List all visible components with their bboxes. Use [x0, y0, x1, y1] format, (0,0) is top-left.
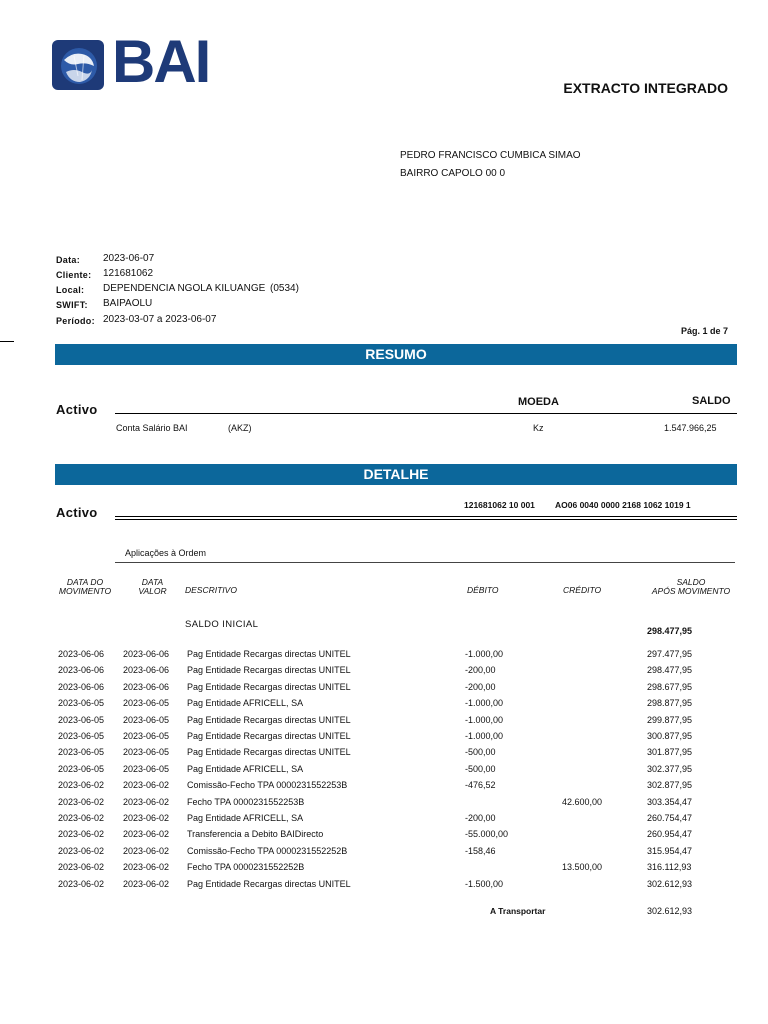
row-descritivo: Fecho TPA 0000231552253B [187, 796, 305, 807]
row-data-movimento: 2023-06-02 [58, 845, 105, 856]
swift-label: SWIFT: [56, 300, 88, 310]
table-row [0, 813, 768, 829]
row-credito: 42.600,00 [562, 796, 603, 807]
customer-address: BAIRRO CAPOLO 00 0 [400, 168, 506, 179]
row-descritivo: Pag Entidade Recargas directas UNITEL [187, 649, 351, 659]
col-debito: DÉBITO [467, 585, 499, 595]
row-descritivo: Pag Entidade Recargas directas UNITEL [187, 665, 351, 676]
row-data-valor: 2023-06-05 [123, 763, 170, 774]
table-row [0, 780, 768, 796]
row-data-movimento: 2023-06-02 [58, 829, 105, 840]
resumo-divider [115, 413, 737, 414]
detalhe-divider-2 [115, 519, 737, 520]
document-title: EXTRACTO INTEGRADO [563, 80, 728, 96]
row-debito: -500,00 [465, 747, 496, 758]
cliente-label: Cliente: [56, 270, 92, 280]
row-data-movimento: 2023-06-06 [58, 665, 105, 676]
row-data-movimento: 2023-06-02 [58, 862, 105, 873]
row-data-valor: 2023-06-05 [123, 731, 170, 741]
local-value: DEPENDENCIA NGOLA KILUANGE [103, 283, 266, 294]
row-data-movimento: 2023-06-05 [58, 698, 105, 709]
subsection-title: Aplicações à Ordem [125, 548, 207, 558]
row-descritivo: Pag Entidade Recargas directas UNITEL [187, 681, 351, 692]
row-data-movimento: 2023-06-06 [58, 649, 105, 659]
detalhe-divider-1 [115, 516, 737, 517]
swift-value: BAIPAOLU [103, 298, 153, 309]
iban: AO06 0040 0000 2168 1062 1019 1 [555, 500, 691, 510]
account-currency-code: (AKZ) [228, 423, 252, 433]
table-row [0, 698, 768, 714]
account-saldo: 1.547.966,25 [664, 423, 717, 433]
row-debito: -55.000,00 [465, 829, 509, 840]
row-debito: -1.000,00 [465, 714, 504, 725]
row-descritivo: Fecho TPA 0000231552252B [187, 862, 305, 873]
row-data-valor: 2023-06-02 [123, 878, 170, 889]
row-descritivo: Comissão-Fecho TPA 0000231552252B [187, 845, 348, 856]
row-debito: -1.500,00 [465, 878, 504, 889]
row-saldo: 298.477,95 [647, 665, 693, 676]
table-row [0, 879, 768, 895]
col-descritivo: DESCRITIVO [185, 585, 237, 595]
transport-value: 302.612,93 [647, 906, 693, 916]
cliente-value: 121681062 [103, 268, 154, 279]
row-data-valor: 2023-06-06 [123, 665, 170, 676]
row-saldo: 315.954,47 [647, 845, 693, 856]
row-data-movimento: 2023-06-02 [58, 780, 105, 791]
row-data-movimento: 2023-06-05 [58, 763, 105, 774]
row-data-valor: 2023-06-02 [123, 780, 170, 791]
row-saldo: 260.754,47 [647, 813, 693, 823]
row-data-valor: 2023-06-02 [123, 845, 170, 856]
detalhe-section-label: Activo [56, 505, 98, 520]
subsection-divider [115, 562, 735, 563]
row-data-movimento: 2023-06-02 [58, 796, 105, 807]
table-row [0, 731, 768, 747]
row-debito: -1.000,00 [465, 731, 504, 741]
row-saldo: 302.377,95 [647, 763, 693, 774]
row-saldo: 300.877,95 [647, 731, 693, 741]
local-code: (0534) [270, 283, 299, 294]
resumo-section-label: Activo [56, 402, 98, 417]
table-row [0, 797, 768, 813]
row-saldo: 301.877,95 [647, 747, 693, 758]
periodo-label: Período: [56, 316, 95, 326]
saldo-inicial-value: 298.477,95 [647, 626, 693, 636]
row-descritivo: Pag Entidade Recargas directas UNITEL [187, 714, 351, 725]
row-saldo: 260.954,47 [647, 829, 693, 840]
row-descritivo: Transferencia a Debito BAIDirecto [187, 829, 324, 840]
row-data-valor: 2023-06-05 [123, 747, 170, 758]
row-data-movimento: 2023-06-05 [58, 714, 105, 725]
col-data-movimento: DATA DO MOVIMENTO [58, 577, 112, 596]
table-row [0, 829, 768, 845]
row-data-movimento: 2023-06-05 [58, 747, 105, 758]
row-data-valor: 2023-06-02 [123, 829, 170, 840]
saldo-header: SALDO [692, 395, 731, 407]
data-value: 2023-06-07 [103, 253, 155, 264]
row-data-movimento: 2023-06-06 [58, 681, 105, 692]
row-descritivo: Pag Entidade Recargas directas UNITEL [187, 747, 351, 758]
row-data-movimento: 2023-06-05 [58, 731, 105, 741]
table-row [0, 846, 768, 862]
row-data-valor: 2023-06-05 [123, 698, 170, 709]
row-saldo: 299.877,95 [647, 714, 693, 725]
row-descritivo: Pag Entidade Recargas directas UNITEL [187, 878, 351, 889]
margin-mark [0, 341, 14, 342]
row-saldo: 298.677,95 [647, 681, 693, 692]
row-data-valor: 2023-06-02 [123, 813, 170, 823]
row-saldo: 297.477,95 [647, 649, 693, 659]
page-number: Pág. 1 de 7 [680, 326, 728, 336]
bai-logo [52, 28, 212, 95]
row-data-valor: 2023-06-02 [123, 862, 170, 873]
row-saldo: 316.112,93 [647, 862, 692, 873]
row-debito: -158,46 [465, 845, 496, 856]
row-credito: 13.500,00 [562, 862, 603, 873]
periodo-value: 2023-03-07 a 2023-06-07 [103, 314, 217, 325]
account-name: Conta Salário BAI [116, 423, 188, 433]
row-descritivo: Pag Entidade AFRICELL, SA [187, 763, 304, 774]
row-debito: -1.000,00 [465, 698, 504, 709]
row-descritivo: Pag Entidade AFRICELL, SA [187, 698, 304, 709]
table-row [0, 682, 768, 698]
row-debito: -200,00 [465, 681, 496, 692]
table-row [0, 764, 768, 780]
globe-icon [52, 40, 104, 90]
data-label: Data: [56, 255, 81, 265]
row-descritivo: Pag Entidade Recargas directas UNITEL [187, 731, 351, 741]
row-data-valor: 2023-06-05 [123, 714, 170, 725]
col-data-valor: DATA VALOR [138, 577, 167, 596]
account-moeda: Kz [533, 423, 544, 433]
row-debito: -500,00 [465, 763, 496, 774]
row-saldo: 303.354,47 [647, 796, 693, 807]
row-data-valor: 2023-06-06 [123, 681, 170, 692]
row-data-valor: 2023-06-02 [123, 796, 170, 807]
row-descritivo: Pag Entidade AFRICELL, SA [187, 813, 304, 823]
row-data-movimento: 2023-06-02 [58, 813, 105, 823]
transport-label: A Transportar [490, 906, 546, 916]
row-saldo: 302.612,93 [647, 878, 693, 889]
row-descritivo: Comissão-Fecho TPA 0000231552253B [187, 780, 348, 791]
col-credito: CRÉDITO [563, 585, 602, 595]
saldo-inicial-label: SALDO INICIAL [185, 619, 259, 630]
row-debito: -200,00 [465, 665, 496, 676]
table-row [0, 747, 768, 763]
row-saldo: 302.877,95 [647, 780, 693, 791]
col-saldo: SALDO APÓS MOVIMENTO [651, 577, 731, 596]
moeda-header: MOEDA [518, 396, 559, 408]
table-row [0, 715, 768, 731]
table-row [0, 665, 768, 681]
account-number: 121681062 10 001 [464, 500, 535, 510]
local-label: Local: [56, 285, 85, 295]
row-debito: -1.000,00 [465, 649, 504, 659]
table-row [0, 862, 768, 878]
row-data-movimento: 2023-06-02 [58, 878, 105, 889]
table-row [0, 649, 768, 665]
row-saldo: 298.877,95 [647, 698, 693, 709]
detalhe-band: DETALHE [55, 464, 737, 485]
row-debito: -476,52 [465, 780, 496, 791]
row-data-valor: 2023-06-06 [123, 649, 170, 659]
customer-name: PEDRO FRANCISCO CUMBICA SIMAO [400, 150, 581, 161]
logo-text: BAI [112, 28, 210, 95]
row-debito: -200,00 [465, 813, 496, 823]
resumo-band: RESUMO [55, 344, 737, 365]
